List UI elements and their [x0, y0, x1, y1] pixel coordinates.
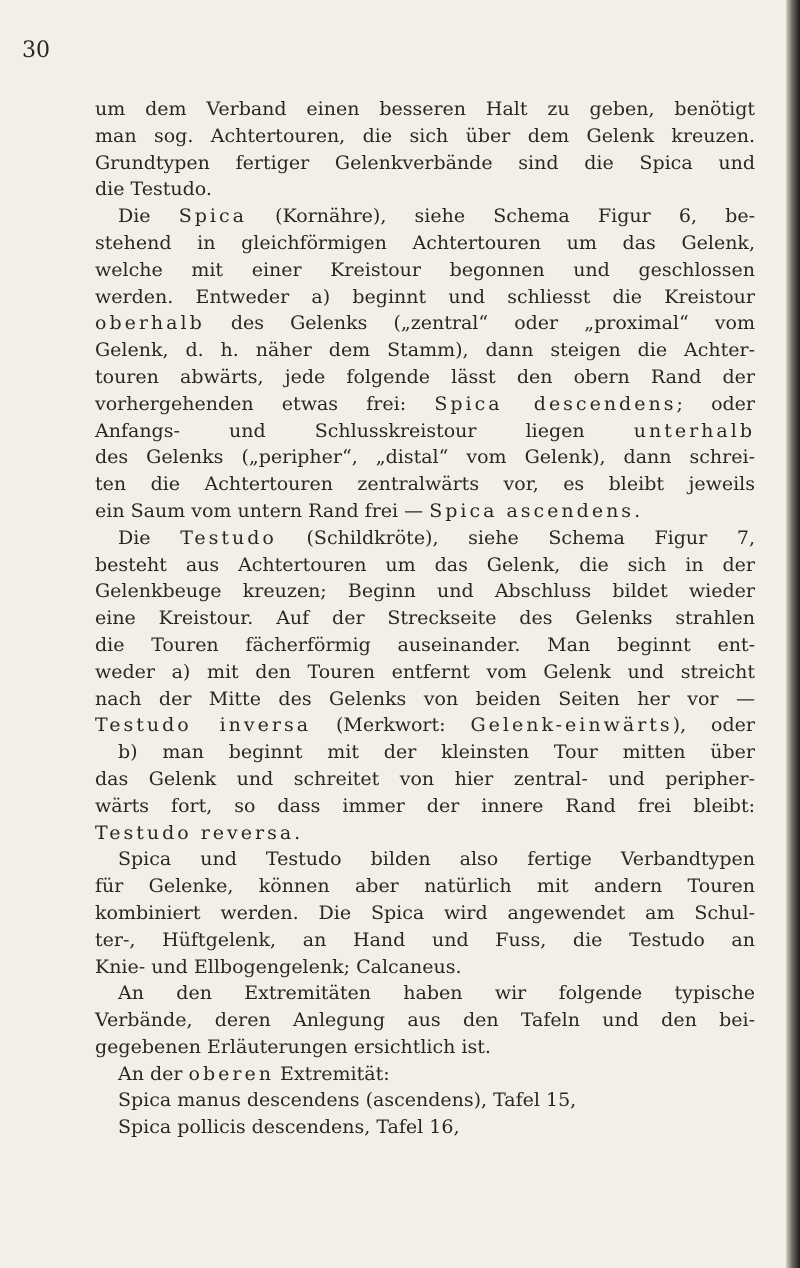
text-line — [95, 498, 755, 525]
text-run: An der — [118, 1062, 189, 1085]
text-line: nach der Mitte des Gelenks von beiden Seiten her vor — — [95, 687, 755, 710]
text-line: kombiniert werden. Die Spica wird angewendet am Schul- — [95, 901, 755, 924]
text-line: stehend in gleichförmigen Achtertouren um das Gelenk, — [95, 231, 755, 254]
page-number: 30 — [22, 38, 50, 63]
emphasis-testudo-reversa: Testudo reversa — [95, 821, 295, 844]
body-text — [95, 96, 755, 1141]
text-line: die Touren fächerförmig auseinander. Man beginnt ent- — [95, 633, 755, 656]
text-run: ), oder — [672, 714, 755, 737]
text-run: (Merkwort: — [311, 714, 471, 737]
text-line: werden. Entweder a) beginnt und schliesst die Kreistour — [95, 285, 755, 308]
text-line: wärts fort, so dass immer der innere Rand frei bleibt: — [95, 794, 755, 817]
text-line — [95, 310, 755, 337]
text-run: des Gelenks („zentral“ oder „proximal“ vom — [204, 312, 755, 335]
emphasis-oberen: oberen — [188, 1062, 274, 1085]
text-run: Die — [118, 526, 181, 549]
text-line: Gelenk, d. h. näher dem Stamm), dann steigen die Achter- — [95, 339, 755, 362]
text-line: für Gelenke, können aber natürlich mit andern Touren — [95, 875, 755, 898]
text-line: Spica und Testudo bilden also fertige Verbandtypen — [118, 848, 755, 871]
text-line — [95, 712, 755, 739]
text-line: ten die Achtertouren zentralwärts vor, es bleibt jeweils — [95, 473, 755, 496]
page-edge-shadow — [786, 0, 800, 1268]
text-run: (Schildkröte), siehe Schema Figur 7, — [276, 526, 755, 549]
text-run: . — [634, 499, 641, 522]
text-line — [95, 203, 755, 230]
text-run: Anfangs- und Schlusskreistour liegen — [95, 419, 634, 442]
text-line — [95, 820, 755, 847]
text-line: besteht aus Achtertouren um das Gelenk, die sich in der — [95, 553, 755, 576]
text-line: eine Kreistour. Auf der Streckseite des Gelenks strahlen — [95, 607, 755, 630]
text-line — [95, 1061, 755, 1088]
emphasis-testudo: Testudo — [180, 526, 277, 549]
text-line: touren abwärts, jede folgende lässt den obern Rand der — [95, 365, 755, 388]
emphasis-merkwort: Gelenk-einwärts — [470, 714, 673, 737]
text-run: ein Saum vom untern Rand frei — — [95, 499, 430, 522]
text-run: ; oder — [676, 392, 756, 415]
emphasis-spica-ascendens: Spica ascendens — [429, 499, 635, 522]
emphasis-unterhalb: unterhalb — [633, 419, 755, 442]
text-run: Die — [118, 205, 179, 228]
text-line: das Gelenk und schreitet von hier zentral- und peripher- — [95, 767, 755, 790]
text-line: Grundtypen fertiger Gelenkverbände sind die Spica und — [95, 151, 755, 174]
text-line: gegebenen Erläuterungen ersichtlich ist. — [95, 1035, 491, 1058]
emphasis-spica-descendens: Spica descendens — [434, 392, 677, 415]
text-line: Verbände, deren Anlegung aus den Tafeln und den bei- — [95, 1009, 755, 1032]
text-line — [95, 525, 755, 552]
text-line: ter-, Hüftgelenk, an Hand und Fuss, die Testudo an — [95, 928, 755, 951]
emphasis-spica: Spica — [178, 205, 247, 228]
text-line: Gelenkbeuge kreuzen; Beginn und Abschluss bildet wieder — [95, 580, 755, 603]
text-run: Extremität: — [273, 1062, 390, 1085]
text-line: An den Extremitäten haben wir folgende typische — [118, 982, 755, 1005]
text-line: weder a) mit den Touren entfernt vom Gelenk und streicht — [95, 660, 755, 683]
text-line — [95, 418, 755, 445]
text-line: Knie- und Ellbogengelenk; Calcaneus. — [95, 955, 462, 978]
text-line: die Testudo. — [95, 178, 212, 201]
text-line: Spica pollicis descendens, Tafel 16, — [118, 1116, 460, 1139]
text-run: vorhergehenden etwas frei: — [95, 392, 435, 415]
text-line: Spica manus descendens (ascendens), Tafel 15, — [118, 1089, 577, 1112]
text-run: . — [294, 821, 301, 844]
text-line: um dem Verband einen besseren Halt zu geben, benötigt — [95, 98, 755, 120]
emphasis-oberhalb: oberhalb — [95, 312, 205, 335]
text-run: (Kornähre), siehe Schema Figur 6, be- — [246, 205, 756, 228]
text-line: welche mit einer Kreistour begonnen und geschlossen — [95, 258, 755, 281]
text-line — [95, 391, 755, 418]
text-line: des Gelenks („peripher“, „distal“ vom Gelenk), dann schrei- — [95, 446, 755, 469]
text-line: man sog. Achtertouren, die sich über dem Gelenk kreuzen. — [95, 124, 755, 147]
emphasis-testudo-inversa: Testudo inversa — [95, 714, 312, 737]
text-line: b) man beginnt mit der kleinsten Tour mitten über — [118, 741, 755, 764]
